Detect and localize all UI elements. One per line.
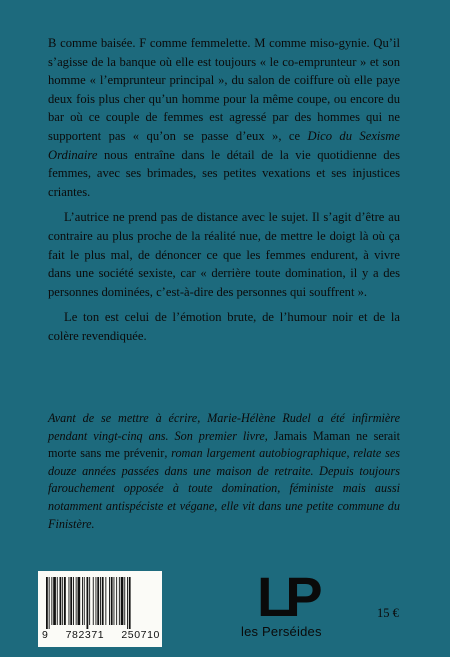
barcode-group-1: 782371	[65, 629, 105, 641]
barcode-bar	[69, 577, 70, 625]
barcode-bar	[102, 577, 104, 625]
barcode-bar	[89, 577, 90, 625]
barcode-bar	[114, 577, 115, 625]
barcode-bars	[44, 577, 156, 629]
publisher-logo	[241, 565, 339, 649]
bio-text-b: , roman largement autobiographique, relate ses douze années passées dans une maison de retraite. Depuis toujours farouchement opposée à toute domination, féministe mais aussi notamment antispéciste et végane, elle vit dans une petite commune du Finistère.	[48, 446, 400, 531]
isbn-barcode	[38, 571, 162, 647]
barcode-bar	[124, 577, 125, 625]
barcode-bar	[51, 577, 52, 625]
barcode-bar	[127, 577, 128, 629]
blurb-paragraph-1	[48, 34, 400, 201]
barcode-bar	[111, 577, 113, 625]
blurb-paragraph-3: Le ton est celui de l’émotion brute, de l’humour noir et de la colère revendiquée.	[48, 310, 400, 343]
blurb	[48, 34, 400, 353]
barcode-bar	[53, 577, 56, 625]
barcode-bar	[70, 577, 72, 625]
barcode-bar	[119, 577, 120, 625]
barcode-bar	[60, 577, 62, 625]
blurb-text-1a: B comme baisée. F comme femmelette. M comme miso-gynie. Qu’il s’agisse de la banque où elle est toujours « le co-emprunteur » et son homme « l’emprunteur principal », du salon de coiffure où elle paye deux fois plus cher qu’un homme pour la même coupe, ou encore du bar où ce couple de femmes est agressé par des hommes qui ne supportent pas « qu’on se passe d’eux », ce	[48, 36, 400, 143]
author-bio	[48, 410, 400, 533]
barcode-bar	[49, 577, 50, 629]
bio-text-a: Avant de se mettre à écrire, Marie-Hélène Rudel a été infirmière pendant vingt-cinq ans. Son premier livre,	[48, 411, 400, 443]
barcode-bar	[116, 577, 117, 625]
barcode-bar	[46, 577, 48, 629]
barcode-lead-digit: 9	[42, 629, 49, 641]
barcode-bar	[96, 577, 97, 625]
barcode-bar	[62, 577, 63, 625]
barcode-bar	[93, 577, 94, 625]
blurb-paragraph-2: L’autrice ne prend pas de distance avec le sujet. Il s’agit d’être au contraire au plus proche de la réalité nue, de mettre le doigt là où ça fait le plus mal, de dénoncer ce que les femmes endurent, à vivre dans une société sexiste, car « derrière toute domination, il y a des personnes dominées, c’est-à-dire des personnes qui souffrent ».	[48, 210, 400, 299]
blurb-text-1b: nous entraîne dans le détail de la vie quotidienne des femmes, avec ses brimades, ses petites vexations et ses injustices criantes.	[48, 147, 400, 199]
barcode-group-2: 250710	[121, 629, 160, 641]
barcode-bar	[82, 577, 83, 625]
publisher-logo-mark: LP	[257, 565, 317, 628]
barcode-bar	[84, 577, 85, 625]
barcode-bar	[121, 577, 124, 625]
barcode-bar	[97, 577, 99, 625]
bio-book-title: Jamais Maman ne serait morte sans me prévenir	[48, 428, 400, 461]
cover-footer	[0, 560, 450, 657]
barcode-bar	[109, 577, 110, 625]
barcode-bar	[100, 577, 101, 625]
book-title-dico: Dico du Sexisme Ordinaire	[48, 128, 400, 162]
barcode-bar	[76, 577, 77, 625]
publisher-name: les Perséides	[241, 624, 322, 639]
barcode-bar	[129, 577, 131, 629]
barcode-bar	[78, 577, 81, 625]
barcode-bar	[64, 577, 66, 625]
price: 15 €	[377, 606, 399, 620]
barcode-bar	[87, 577, 89, 629]
barcode-digits	[42, 629, 160, 641]
barcode-bar	[57, 577, 58, 625]
barcode-bar	[105, 577, 106, 625]
barcode-bar	[73, 577, 74, 625]
